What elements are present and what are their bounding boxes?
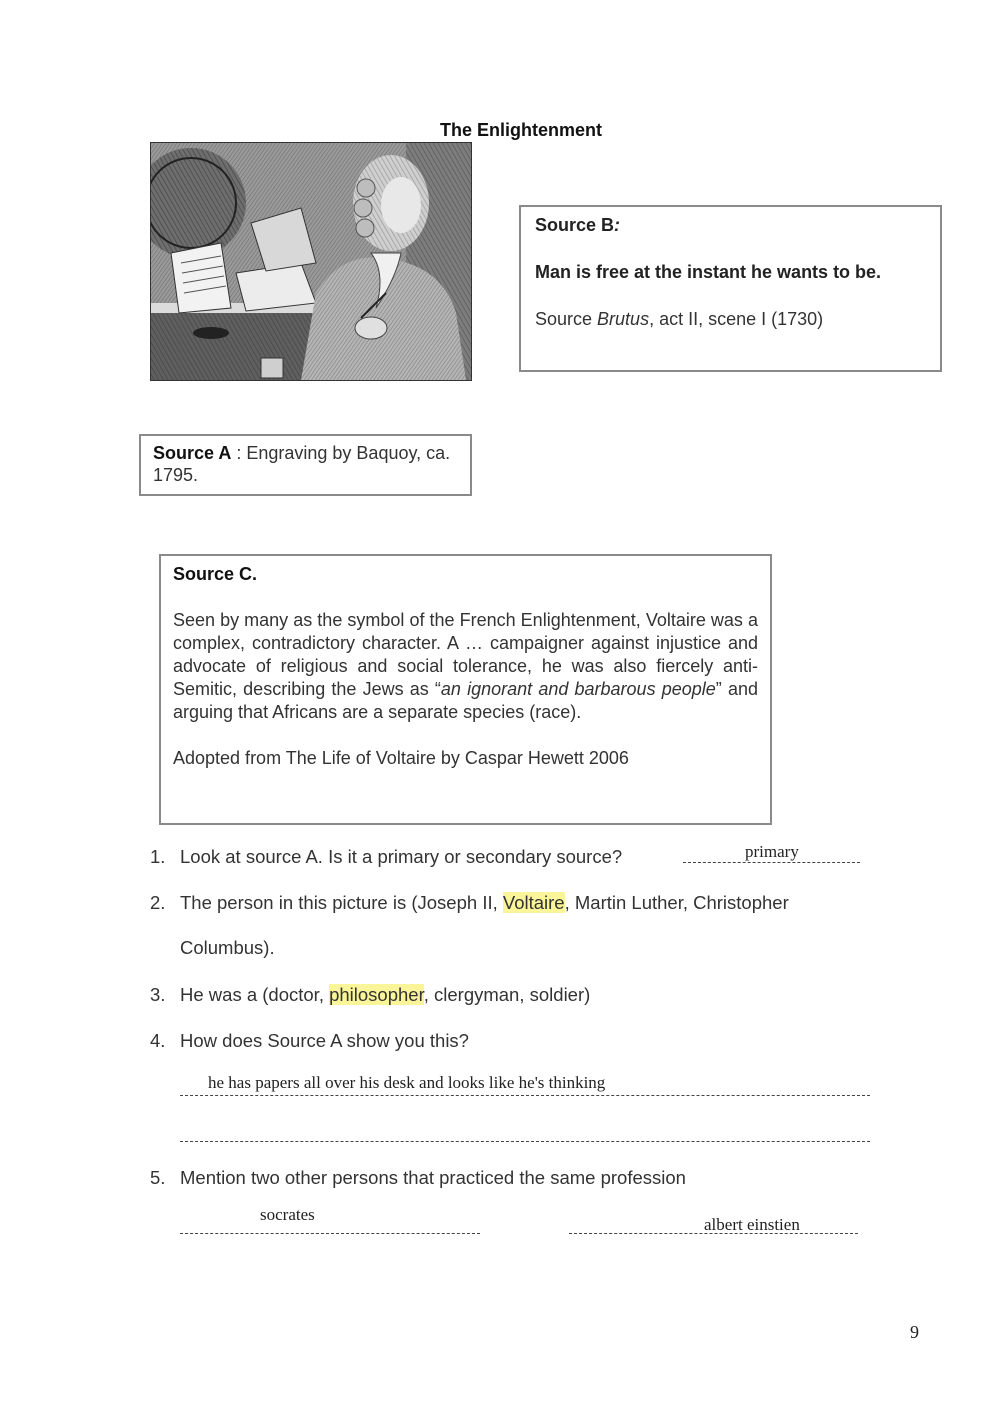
question-2: 2. The person in this picture is (Joseph II, Voltaire, Martin Luther, Christopher bbox=[150, 892, 789, 913]
highlight-voltaire: Voltaire bbox=[502, 892, 565, 913]
source-c-heading: Source C. bbox=[173, 564, 258, 584]
source-a-caption: : Engraving by Baquoy, ca. 1795. bbox=[153, 443, 451, 485]
source-b-citation: Source Brutus, act II, scene I (1730) bbox=[535, 309, 824, 329]
answer-1-text: primary bbox=[745, 842, 799, 861]
source-c-attribution: Adopted from The Life of Voltaire by Caspar Hewett 2006 bbox=[173, 748, 629, 768]
question-1: 1. Look at source A. Is it a primary or secondary source? bbox=[150, 846, 623, 867]
answer-4-text: he has papers all over his desk and looks like he's thinking bbox=[208, 1073, 606, 1092]
engraving-image bbox=[151, 143, 471, 380]
source-a-caption-box bbox=[139, 434, 472, 496]
source-c-body: Seen by many as the symbol of the French Enlightenment, Voltaire was a complex, contradictory character. A … campaigner against injustice and advocate of religious and social tolerance, he was also fiercely anti-Semitic, describing the Jews as “an ignorant and barbarous people” and arguing that Africans are a separate species (race). bbox=[173, 610, 758, 722]
source-a-label: Source A bbox=[153, 443, 232, 463]
source-c-box bbox=[159, 554, 772, 825]
answer-4-line-2[interactable] bbox=[180, 1121, 870, 1142]
highlight-philosopher: philosopher bbox=[329, 984, 424, 1005]
question-2-continuation: Columbus). bbox=[180, 937, 275, 958]
source-a-engraving bbox=[150, 142, 472, 381]
answer-5a-text: socrates bbox=[260, 1205, 315, 1224]
question-3: 3. He was a (doctor, philosopher, clergyman, soldier) bbox=[150, 984, 591, 1005]
answer-5a-line[interactable] bbox=[180, 1213, 480, 1234]
page-title: The Enlightenment bbox=[440, 120, 602, 140]
question-4: 4. How does Source A show you this? bbox=[150, 1030, 469, 1051]
page-number: 9 bbox=[910, 1322, 919, 1342]
source-b-quote: Man is free at the instant he wants to be. bbox=[535, 262, 882, 282]
source-b-heading: Source B: bbox=[535, 215, 621, 235]
answer-5b-text: albert einstien bbox=[704, 1215, 800, 1234]
source-b-box bbox=[519, 205, 942, 372]
question-5: 5. Mention two other persons that practiced the same profession bbox=[150, 1167, 686, 1188]
